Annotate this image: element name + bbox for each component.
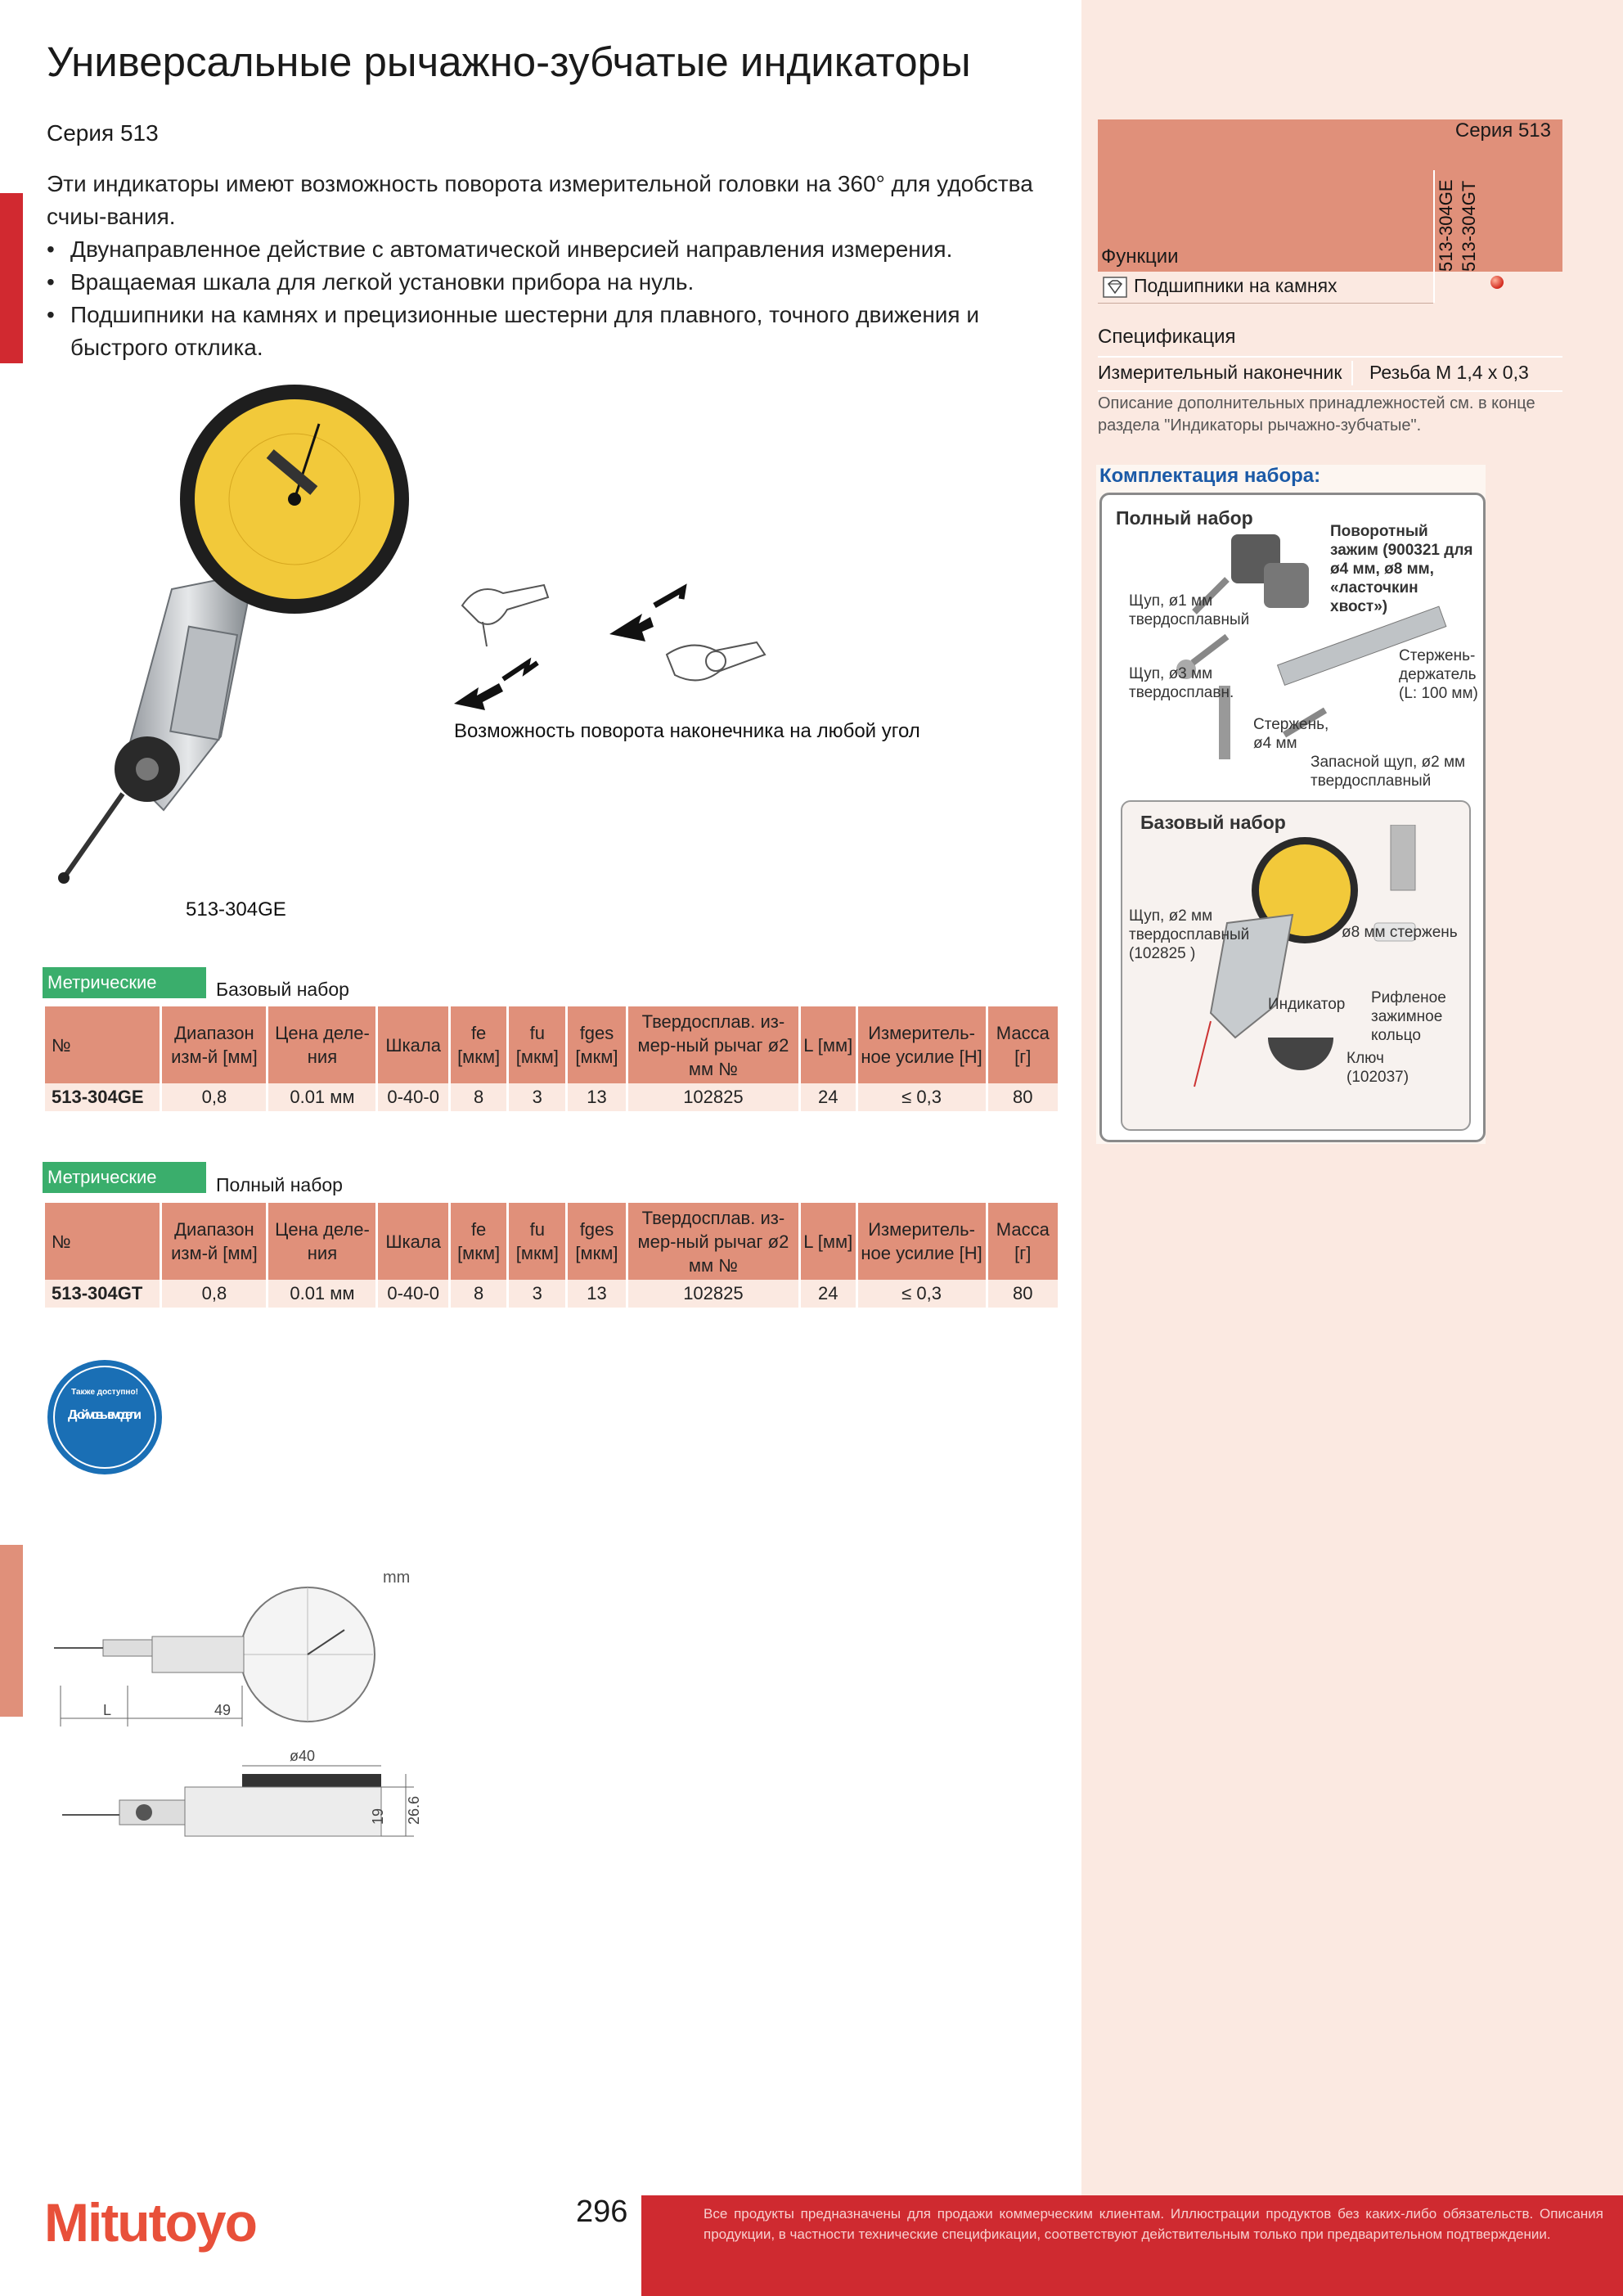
footer-disclaimer-band xyxy=(641,2195,1623,2296)
col-header: Измеритель-ное усилие [Н] xyxy=(858,1006,986,1083)
col-header: L [мм] xyxy=(801,1203,856,1280)
table-cell: 0.01 мм xyxy=(268,1280,375,1308)
table-cell: 3 xyxy=(509,1083,565,1111)
col-header: fe [мкм] xyxy=(451,1006,507,1083)
set-name: Базовый набор xyxy=(216,979,349,1000)
spec-note: Описание дополнительных принадлежностей см. в конце раздела "Индикаторы рычажно-зубчатые". xyxy=(1098,394,1535,434)
kit-contents xyxy=(1096,465,1486,1144)
label-key: Ключ (102037) xyxy=(1347,1050,1409,1086)
feature-column-label: 513-304GE xyxy=(1436,179,1456,272)
col-header: Масса [г] xyxy=(988,1006,1058,1083)
page-title: Универсальные рычажно-зубчатые индикаторы xyxy=(47,38,971,85)
table-cell: 24 xyxy=(801,1280,856,1308)
feature-row xyxy=(1098,273,1433,304)
feature-column-label: 513-304GT xyxy=(1459,180,1479,272)
features-header xyxy=(1098,119,1562,272)
table-header-row xyxy=(45,1006,1058,1083)
col-header: fe [мкм] xyxy=(451,1203,507,1280)
rotation-caption: Возможность поворота наконечника на любой угол xyxy=(454,720,920,742)
feature-list xyxy=(47,233,1065,364)
table-cell: 24 xyxy=(801,1083,856,1111)
metric-tag: Метрические xyxy=(43,1162,206,1193)
features-label: Функции xyxy=(1101,245,1179,268)
col-header: № xyxy=(45,1006,160,1083)
label-probe-2mm: Щуп, ø2 мм твердосплавный (102825 ) xyxy=(1129,907,1250,962)
base-set-label: Базовый набор xyxy=(1140,812,1286,833)
col-header: Твердосплав. из-мер-ный рычаг ø2 мм № xyxy=(628,1006,798,1083)
model-caption: 513-304GE xyxy=(186,898,286,921)
label-rod-8mm: ø8 мм стержень xyxy=(1342,924,1458,941)
col-header: L [мм] xyxy=(801,1006,856,1083)
footer-disclaimer: Все продукты предназначены для продажи коммерческим клиентам. Иллюстрации продуктов без каких-либо обязательств. Описания продукции, в частности технические спецификации, соответствуют действительным только при предварительном подтверждении. xyxy=(704,2206,1603,2242)
dim-26-6: 26.6 xyxy=(406,1795,422,1825)
section-marker-red xyxy=(0,193,23,363)
dim-diameter: ø40 xyxy=(290,1748,316,1764)
list-item: • Подшипники на камнях и прецизионные шестерни для плавного, точного движения и быстрого отклика. xyxy=(47,299,1065,364)
feature-available-dot xyxy=(1490,276,1504,289)
label-holder-rod: Стержень-держатель (L: 100 мм) xyxy=(1399,647,1478,702)
table-cell: 8 xyxy=(451,1083,507,1111)
dim-49: 49 xyxy=(214,1702,232,1718)
col-header: Диапазон изм-й [мм] xyxy=(162,1006,266,1083)
dim-19: 19 xyxy=(370,1808,386,1825)
full-set-label: Полный набор xyxy=(1116,507,1253,529)
col-header: Масса [г] xyxy=(988,1203,1058,1280)
label-rod-4mm: Стержень, ø4 мм xyxy=(1253,716,1329,752)
spec-title: Спецификация xyxy=(1098,326,1236,348)
table-cell: 0-40-0 xyxy=(378,1083,447,1111)
spec-divider xyxy=(1351,361,1353,385)
table-cell: 13 xyxy=(568,1280,626,1308)
list-item: • Вращаемая шкала для легкой установки прибора на нуль. xyxy=(47,266,1065,299)
spec-row xyxy=(1098,356,1562,392)
col-header: Шкала xyxy=(378,1006,447,1083)
intro-text: Эти индикаторы имеют возможность поворота измерительной головки на 360° для удобства счиы-вания. xyxy=(47,171,1033,229)
col-header: fges [мкм] xyxy=(568,1006,626,1083)
dim-l: L xyxy=(103,1702,112,1718)
col-header: fu [мкм] xyxy=(509,1203,565,1280)
metric-tag: Метрические xyxy=(43,967,206,998)
label-probe-1mm: Щуп, ø1 мм твердосплавный xyxy=(1129,592,1250,628)
col-header: Диапазон изм-й [мм] xyxy=(162,1203,266,1280)
table-cell: ≤ 0,3 xyxy=(858,1280,986,1308)
table-cell: 0-40-0 xyxy=(378,1280,447,1308)
indicator-photo xyxy=(49,385,425,892)
dimension-drawing xyxy=(46,1555,430,1890)
spec-value: Резьба М 1,4 x 0,3 xyxy=(1369,362,1529,383)
spec-table-basic xyxy=(43,1006,1060,1111)
label-clamp: Поворотный зажим (900321 для ø4 мм, ø8 мм, «ласточкин хвост») xyxy=(1330,523,1473,615)
label-indicator: Индикатор xyxy=(1268,996,1346,1013)
feature-name: Подшипники на камнях xyxy=(1134,275,1338,296)
kit-title: Комплектация набора: xyxy=(1099,465,1321,487)
table-cell: 513-304GT xyxy=(45,1280,160,1308)
label-probe-3mm: Щуп, ø3 мм твердосплавн. xyxy=(1129,665,1234,701)
col-header: fu [мкм] xyxy=(509,1006,565,1083)
features-series: Серия 513 xyxy=(1454,119,1551,142)
table-cell: 0,8 xyxy=(162,1083,266,1111)
table-cell: ≤ 0,3 xyxy=(858,1083,986,1111)
table-cell: 80 xyxy=(988,1083,1058,1111)
badge-main-text: Дюймовые модели xyxy=(68,1408,142,1422)
table-row xyxy=(45,1083,1058,1111)
col-header: Цена деле-ния xyxy=(268,1006,375,1083)
set-name: Полный набор xyxy=(216,1174,343,1195)
rotation-illustration xyxy=(446,556,773,712)
drawing-unit: mm xyxy=(383,1569,411,1587)
col-header: Измеритель-ное усилие [Н] xyxy=(858,1203,986,1280)
label-ring: Рифленое зажимное кольцо xyxy=(1371,989,1446,1044)
table-cell: 513-304GE xyxy=(45,1083,160,1111)
series-label: Серия 513 xyxy=(47,120,159,146)
feature-column-1 xyxy=(1436,170,1457,272)
table-cell: 0.01 мм xyxy=(268,1083,375,1111)
table-cell: 0,8 xyxy=(162,1280,266,1308)
table-cell: 3 xyxy=(509,1280,565,1308)
spec-key: Измерительный наконечник xyxy=(1098,362,1342,383)
col-header: Шкала xyxy=(378,1203,447,1280)
table-cell: 102825 xyxy=(628,1280,798,1308)
table-cell: 8 xyxy=(451,1280,507,1308)
col-header: № xyxy=(45,1203,160,1280)
table-cell: 13 xyxy=(568,1083,626,1111)
list-item: • Двунаправленное действие с автоматической инверсией направления измерения. xyxy=(47,233,1065,266)
jewel-icon xyxy=(1103,277,1127,298)
spec-table-full xyxy=(43,1203,1060,1308)
badge-top-text: Также доступно! xyxy=(71,1388,138,1397)
table-header-row xyxy=(45,1203,1058,1280)
section-marker-salmon xyxy=(0,1545,23,1717)
col-header: fges [мкм] xyxy=(568,1203,626,1280)
label-spare-probe: Запасной щуп, ø2 мм твердосплавный xyxy=(1311,754,1466,790)
inch-models-badge xyxy=(46,1358,164,1476)
page-number: 296 xyxy=(576,2195,628,2229)
col-header: Твердосплав. из-мер-ный рычаг ø2 мм № xyxy=(628,1203,798,1280)
table-cell: 102825 xyxy=(628,1083,798,1111)
feature-column-2 xyxy=(1459,170,1480,272)
table-row xyxy=(45,1280,1058,1308)
table-cell: 80 xyxy=(988,1280,1058,1308)
features-divider xyxy=(1433,170,1435,303)
col-header: Цена деле-ния xyxy=(268,1203,375,1280)
mitutoyo-logo: Mitutoyo xyxy=(44,2192,256,2253)
